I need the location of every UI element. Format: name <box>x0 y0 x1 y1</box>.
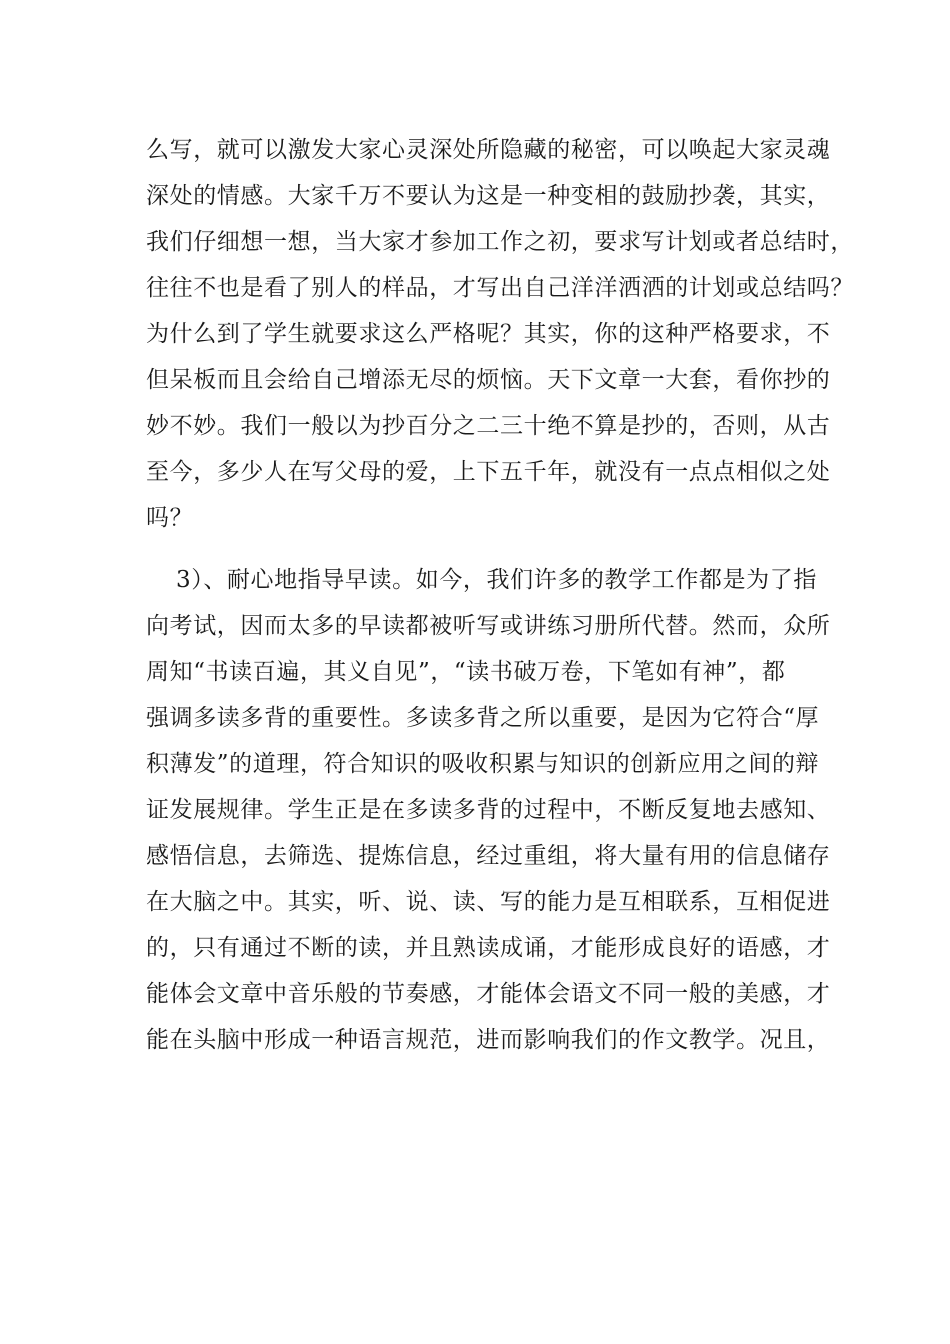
paragraph-1-line-7: 妙不妙。我们一般以为抄百分之二三十绝不算是抄的，否则，从古 <box>146 413 831 439</box>
paragraph-1-line-8: 至今，多少人在写父母的爱，上下五千年，就没有一点点相似之处 <box>146 459 831 485</box>
paragraph-1-line-1: 么写，就可以激发大家心灵深处所隐藏的秘密，可以唤起大家灵魂 <box>146 137 831 163</box>
paragraph-1-line-6: 但呆板而且会给自己增添无尽的烦恼。天下文章一大套，看你抄的 <box>146 367 831 393</box>
paragraph-2-line-3: 周知“书读百遍，其义自见”，“读书破万卷，下笔如有神”，都 <box>146 659 786 685</box>
paragraph-2-line-11: 能在头脑中形成一种语言规范，进而影响我们的作文教学。况且， <box>146 1027 831 1053</box>
paragraph-2-line-7: 感悟信息，去筛选、提炼信息，经过重组，将大量有用的信息储存 <box>146 843 831 869</box>
paragraph-2-line-10: 能体会文章中音乐般的节奏感，才能体会语文不同一般的美感，才 <box>146 981 831 1007</box>
paragraph-1-line-9: 吗？ <box>146 505 194 531</box>
paragraph-1-line-5: 为什么到了学生就要求这么严格呢？其实，你的这种严格要求，不 <box>146 321 831 347</box>
paragraph-1-line-4: 往往不也是看了别人的样品，才写出自己洋洋洒洒的计划或总结吗？ <box>146 275 854 301</box>
paragraph-2-line-8: 在大脑之中。其实，听、说、读、写的能力是互相联系，互相促进 <box>146 889 831 915</box>
paragraph-1-line-2: 深处的情感。大家千万不要认为这是一种变相的鼓励抄袭，其实， <box>146 183 831 209</box>
paragraph-2-line-6: 证发展规律。学生正是在多读多背的过程中，不断反复地去感知、 <box>146 797 831 823</box>
paragraph-2-line-2: 向考试，因而太多的早读都被听写或讲练习册所代替。然而，众所 <box>146 613 831 639</box>
paragraph-1-line-3: 我们仔细想一想，当大家才参加工作之初，要求写计划或者总结时， <box>146 229 854 255</box>
paragraph-2-line-9: 的，只有通过不断的读，并且熟读成诵，才能形成良好的语感，才 <box>146 935 831 961</box>
paragraph-2-line-5: 积薄发”的道理，符合知识的吸收积累与知识的创新应用之间的辩 <box>146 751 820 777</box>
paragraph-2-line-4: 强调多读多背的重要性。多读多背之所以重要，是因为它符合“厚 <box>146 705 820 731</box>
paragraph-2-line-1: 3）、耐心地指导早读。如今，我们许多的教学工作都是为了指 <box>176 567 817 593</box>
